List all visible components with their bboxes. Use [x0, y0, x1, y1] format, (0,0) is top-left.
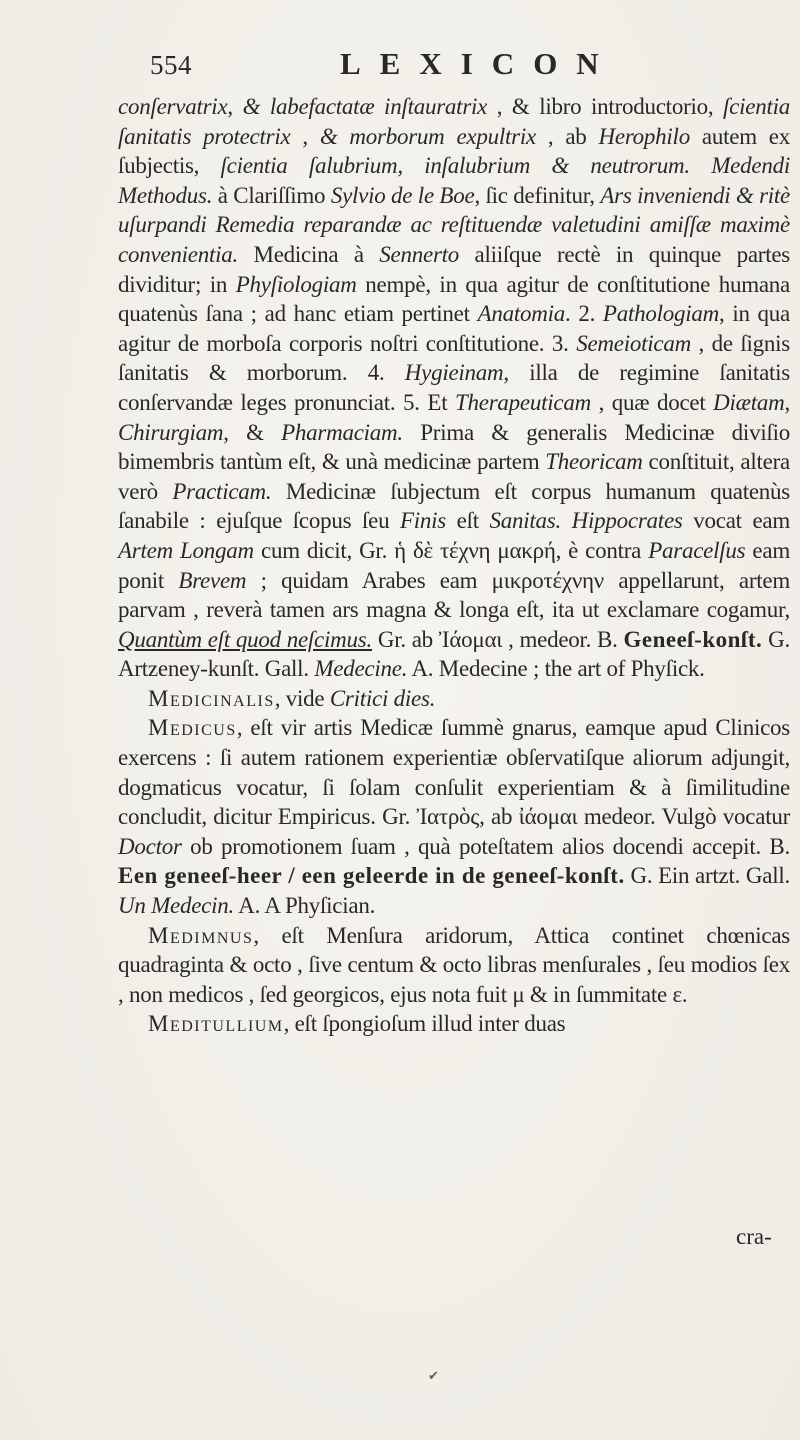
text-run: Brevem — [178, 567, 247, 593]
text-run: Pharmaciam. — [281, 419, 403, 445]
text-run: , & — [223, 419, 282, 445]
text-run: G. Ein artzt. Gall. — [624, 863, 790, 889]
text-run: ſcientia ſalubrium, inſalubrium & neutrorum. Medendi Methodus. — [118, 153, 790, 208]
text-run: & morborum expultrix — [319, 123, 536, 149]
text-run: , eſt Menſura aridorum, Attica continet chœnicas quadraginta & octo , ſive centum & octo libras menſurales , ſeu modios ſex , non medicos , ſed georgicos, ejus nota fuit μ & in ſummitate ε. — [118, 922, 790, 1007]
entry-headword: Medimnus — [148, 922, 254, 948]
text-run: conſtituit, altera verò — [118, 449, 790, 504]
entry-headword: Meditullium — [148, 1011, 284, 1037]
text-run: , — [227, 94, 243, 119]
text-run: , in qua agitur de morboſa corporis noſtri conſtitutione. 3. — [118, 301, 790, 356]
text-run: eam ponit — [118, 537, 790, 593]
text-run: Medicina à — [238, 241, 380, 267]
text-run: conſervatrix — [118, 94, 228, 119]
text-run: , — [784, 389, 790, 415]
text-run: Diætam — [713, 389, 785, 415]
text-run: Medecine. — [314, 656, 408, 682]
page-number: 554 — [150, 50, 192, 80]
text-run: , ab — [535, 123, 599, 149]
text-run: nempè, in qua agitur de conſtitutione humana quatenùs ſana ; ad hanc etiam pertinet — [118, 271, 790, 327]
entry-medimnus — [118, 921, 790, 1010]
text-run: . 2. — [565, 301, 603, 327]
text-run: Sylvio de le Boe — [330, 182, 475, 208]
text-run: , eſt vir artis Medicæ ſummè gnarus, eamque apud Clinicos exercens : ſi autem rationem experientiæ obſervatiſque aliorum adjungit, dogmaticus vocatur, ſi ſolam conſulit experientiam & à ſimilitudine concludit, dicitur Empiricus. Gr. Ἰατρὸς, ab ἰάομαι medeor. Vulgò vocatur — [118, 715, 790, 830]
text-run: & labefactatæ inſtauratrix — [242, 94, 488, 119]
page-header — [150, 44, 770, 84]
text-run: Therapeuticam — [454, 389, 591, 415]
text-run: eſt — [446, 508, 490, 534]
text-run: Practicam. — [172, 478, 272, 504]
text-run: Theoricam — [545, 449, 643, 475]
text-run: aliiſque rectè in quinque partes dividitur; in — [118, 241, 790, 297]
text-run: , de ſignis ſanitatis & morborum. 4. — [118, 330, 790, 386]
text-run: Hippocrates — [571, 508, 683, 534]
text-run: Paracelſus — [648, 537, 746, 563]
text-run: ſcientia ſanitatis protectrix — [118, 94, 790, 149]
text-run: Doctor — [118, 833, 182, 859]
catchword: cra- — [736, 1224, 772, 1249]
text-run: Prima & generalis Medicinæ diviſio bimembris tantùm eſt, & unà medicinæ partem — [118, 419, 790, 475]
ink-mark: ✔ — [428, 1368, 439, 1383]
text-run — [561, 508, 572, 533]
text-run: Finis — [399, 508, 446, 534]
text-run: Quantùm eſt quod neſcimus. — [118, 626, 372, 652]
text-run: à Clariſſimo — [212, 182, 331, 208]
text-body — [118, 92, 790, 1039]
text-run: Medicinæ ſubjectum eſt corpus humanum quatenùs ſanabile : ejuſque ſcopus ſeu — [118, 478, 790, 534]
text-run: Pathologiam — [602, 301, 720, 327]
text-run: Sanitas. — [489, 508, 561, 534]
entry-meditullium — [118, 1009, 790, 1039]
entry-medicus — [118, 713, 790, 920]
text-run: Phyſiologiam — [235, 271, 357, 297]
entry-headword: Medicinalis — [148, 685, 275, 711]
text-run: Hygieinam — [404, 360, 504, 386]
text-run: , — [290, 123, 320, 149]
entry-headword: Medicus — [148, 715, 237, 741]
text-run: Un Medecin. — [118, 893, 235, 919]
text-run: vocat eam — [682, 508, 790, 534]
text-run: , & libro introductorio, — [487, 94, 724, 119]
text-run: , eſt ſpongioſum illud inter duas — [283, 1011, 566, 1037]
text-run: , illa de regimine ſanitatis conſervandæ leges pronunciat. 5. Et — [118, 360, 791, 415]
text-run: , vide — [274, 685, 330, 711]
text-run: ; quidam Arabes eam μικροτέχνην appellarunt, artem parvam , reverà tamen ars magna & longa eſt, ita ut exclamare cogamur, — [118, 567, 791, 623]
text-run: ob promotionem ſuam , quà poteſtatem alios docendi accepit. B. — [181, 833, 790, 859]
text-run: Artem Longam — [118, 537, 254, 563]
text-run: G. Artzeney-kunſt. Gall. — [118, 626, 790, 682]
dutch-term: Geneeſ-konſt. — [623, 626, 763, 652]
text-run: cum dicit, Gr. ἡ δὲ τέχνη μακρή, è contra — [253, 537, 649, 563]
text-run: Anatomia — [477, 301, 566, 327]
text-run: Sennerto — [379, 241, 460, 267]
running-head: LEXICON — [340, 46, 618, 81]
text-run: Semeioticam — [576, 330, 691, 356]
text-run: Herophilo — [598, 123, 690, 149]
text-run: Chirurgiam — [118, 419, 224, 445]
text-run: Gr. ab Ἰάομαι , medeor. B. — [371, 626, 624, 652]
text-run: A. A Phyſician. — [234, 893, 376, 919]
text-run: Ars inveniendi & ritè uſurpandi Remedia reparandæ ac reſtituendæ valetudini amiſſæ maximè convenientia. — [118, 182, 791, 267]
text-run: Critici dies. — [329, 685, 436, 711]
entry-medicinalis — [118, 684, 790, 714]
dutch-term: Een geneeſ-heer / een geleerde in de geneeſ-konſt. — [118, 863, 625, 889]
text-run: A. Medecine ; the art of Phyſick. — [407, 656, 705, 682]
entry-medicina-continued — [118, 92, 790, 684]
text-run: autem ex ſubjectis, — [118, 123, 790, 179]
text-run: , quæ docet — [590, 389, 714, 415]
text-run: , ſic definitur, — [474, 182, 601, 208]
